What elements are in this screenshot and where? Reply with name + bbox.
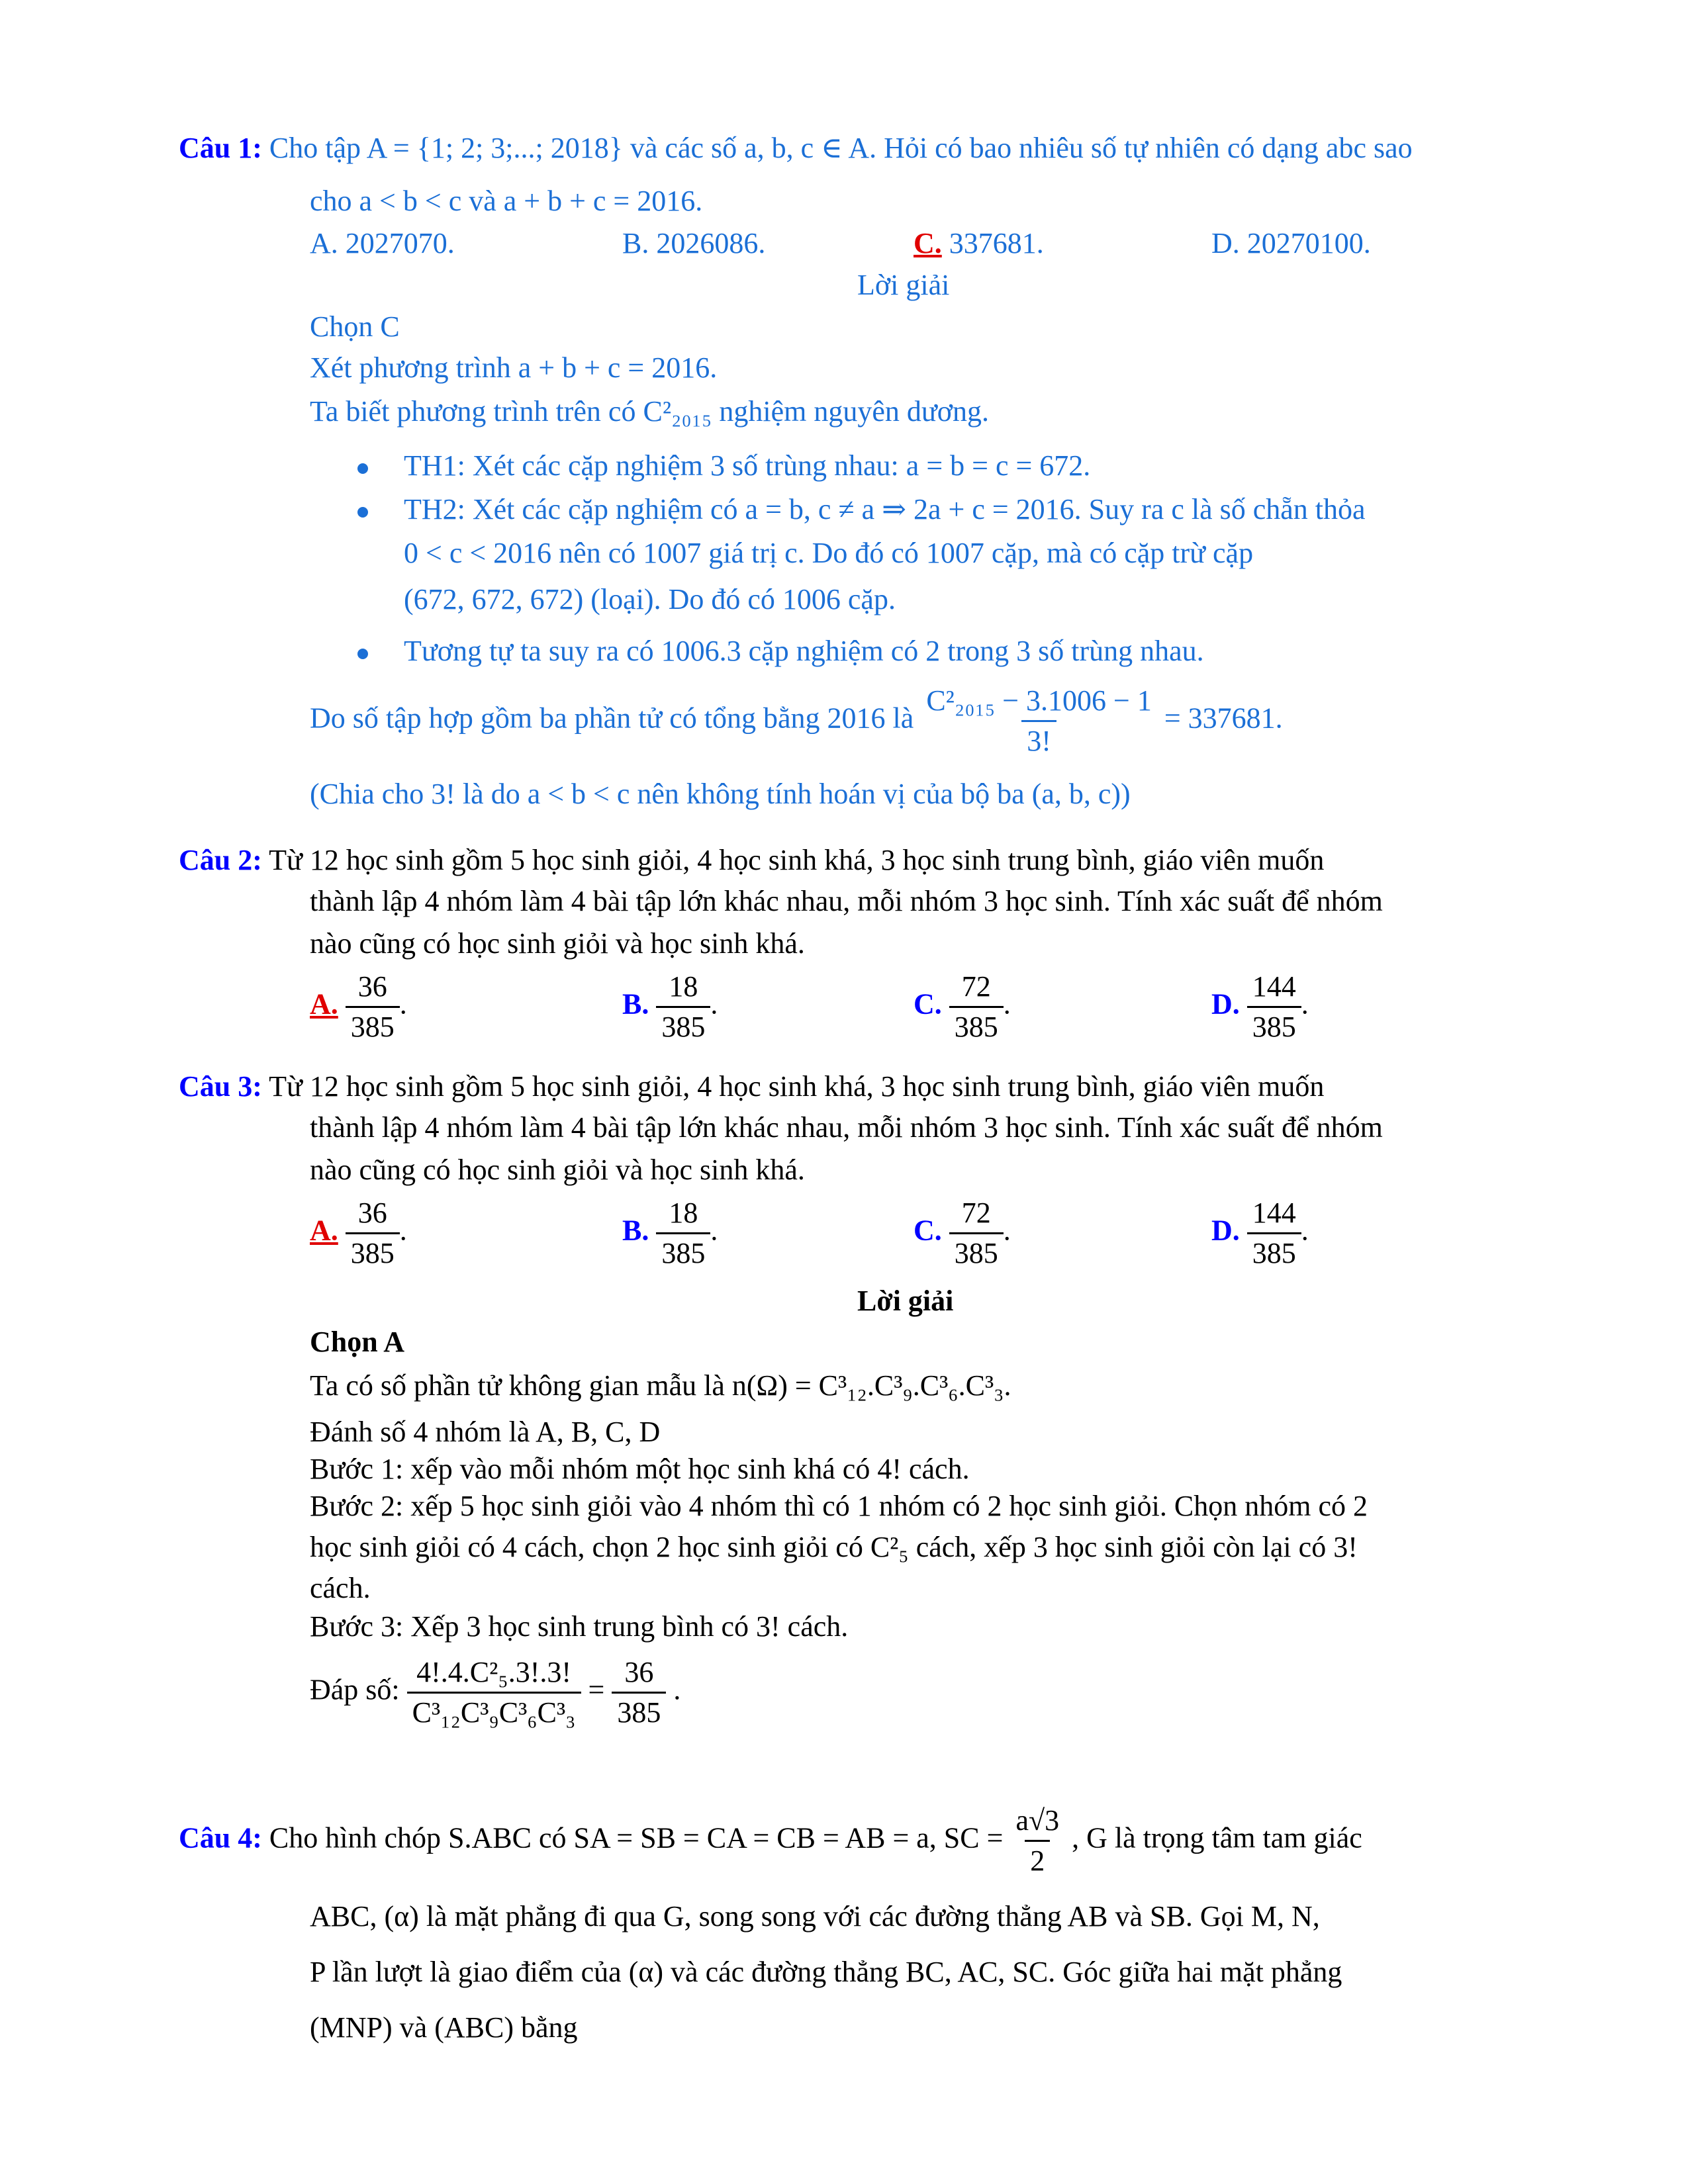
- bullet-icon: [357, 507, 368, 518]
- q3-solution-title: Lời giải: [857, 1285, 954, 1317]
- q1-option-c: C. 337681.: [914, 227, 1044, 259]
- q3-line2: thành lập 4 nhóm làm 4 bài tập lớn khác nhau, mỗi nhóm 3 học sinh. Tính xác suất để nhóm: [310, 1111, 1383, 1144]
- bullet-icon: [357, 463, 368, 474]
- q1-sol-line4: (Chia cho 3! là do a < b < c nên không tính hoán vị của bộ ba (a, b, c)): [310, 778, 1131, 810]
- q1-chosen: Chọn C: [310, 310, 400, 343]
- q2-line3: nào cũng có học sinh giỏi và học sinh khá.: [310, 927, 805, 960]
- q1-bullet1: TH1: Xét các cặp nghiệm 3 số trùng nhau: a = b = c = 672.: [404, 449, 1091, 482]
- q4-line3: P lần lượt là giao điểm của (α) và các đường thẳng BC, AC, SC. Góc giữa hai mặt phẳng: [310, 1956, 1342, 1988]
- bullet-icon: [357, 649, 368, 659]
- q1-line1: [179, 130, 1413, 167]
- q3-option-c: C. $\frac{72}{385}$ .: [914, 1194, 1011, 1273]
- q3-chosen: Chọn A: [310, 1326, 405, 1358]
- q3-label: Câu 3:: [179, 1070, 262, 1103]
- q1-bullet2-line3: (672, 672, 672) (loại). Do đó có 1006 cặp.: [404, 583, 896, 615]
- q3-answer: Đáp số: $\frac{\text{4!.4.C²₅.3!.3!}}{\text{C³₁₂C³₉C³₆C³₃}}$ = $\frac{36}{385}$ .: [310, 1653, 680, 1732]
- q2-line2: thành lập 4 nhóm làm 4 bài tập lớn khác nhau, mỗi nhóm 3 học sinh. Tính xác suất để nhóm: [310, 885, 1383, 917]
- q3-sol-line5: học sinh giỏi có 4 cách, chọn 2 học sinh giỏi có C²₅ cách, xếp 3 học sinh giỏi còn lại có 3!: [310, 1531, 1358, 1563]
- q3-line1: Câu 3: Từ 12 học sinh gồm 5 học sinh giỏi, 4 học sinh khá, 3 học sinh trung bình, giáo viên muốn: [179, 1070, 1325, 1103]
- q1-label: Câu 1:: [179, 132, 262, 164]
- q1-sol-line1: Xét phương trình a + b + c = 2016.: [310, 351, 718, 384]
- q3-option-b: B. $\frac{18}{385}$ .: [622, 1194, 718, 1273]
- q4-line2: ABC, (α) là mặt phẳng đi qua G, song song với các đường thẳng AB và SB. Gọi M, N,: [310, 1900, 1320, 1933]
- q1-sol-line3: Do số tập hợp gồm ba phần tử có tổng bằng 2016 là $\frac{\text{C²₂₀₁₅ − 3.1006 − 1}}{3!}$ = 337681.: [310, 682, 1283, 760]
- q2-option-a: A. $\frac{36}{385}$ .: [310, 968, 407, 1046]
- q3-sol-line1: Ta có số phần tử không gian mẫu là n(Ω) = C³₁₂.C³₉.C³₆.C³₃.: [310, 1369, 1011, 1402]
- q3-sol-line2: Đánh số 4 nhóm là A, B, C, D: [310, 1416, 661, 1448]
- q3-sol-line4: Bước 2: xếp 5 học sinh giỏi vào 4 nhóm thì có 1 nhóm có 2 học sinh giỏi. Chọn nhóm có 2: [310, 1490, 1368, 1522]
- q1-bullet2-line1: TH2: Xét các cặp nghiệm có a = b, c ≠ a ⇒ 2a + c = 2016. Suy ra c là số chẵn thỏa: [404, 493, 1366, 525]
- q2-line1: Câu 2: Từ 12 học sinh gồm 5 học sinh giỏi, 4 học sinh khá, 3 học sinh trung bình, giáo viên muốn: [179, 844, 1325, 876]
- q1-line2: cho a < b < c và a + b + c = 2016.: [310, 185, 703, 217]
- q3-sol-line6: cách.: [310, 1572, 371, 1604]
- q1-text1: Cho tập A = {1; 2; 3;...; 2018} và các số a, b, c ∈ A. Hỏi có bao nhiêu số tự nhiên có dạng abc sao: [269, 132, 1413, 164]
- q1-sol-line2: Ta biết phương trình trên có C²₂₀₁₅ nghiệm nguyên dương.: [310, 395, 989, 428]
- q1-bullet3: Tương tự ta suy ra có 1006.3 cặp nghiệm có 2 trong 3 số trùng nhau.: [404, 635, 1204, 667]
- q4-line4: (MNP) và (ABC) bằng: [310, 2011, 578, 2044]
- q3-option-a: A. $\frac{36}{385}$ .: [310, 1194, 407, 1273]
- q2-option-c: C. $\frac{72}{385}$ .: [914, 968, 1011, 1046]
- q3-sol-line3: Bước 1: xếp vào mỗi nhóm một học sinh khá có 4! cách.: [310, 1453, 970, 1485]
- q1-option-a: A. 2027070.: [310, 227, 455, 259]
- q2-option-b: B. $\frac{18}{385}$ .: [622, 968, 718, 1046]
- q4-line1: Câu 4: Cho hình chóp S.ABC có SA = SB = CA = CB = AB = a, SC = $\frac{a√3}{2}$ , G là trọng tâm tam giác: [179, 1801, 1362, 1880]
- q3-sol-line7: Bước 3: Xếp 3 học sinh trung bình có 3! cách.: [310, 1610, 849, 1643]
- q2-option-d: D. $\frac{144}{385}$ .: [1211, 968, 1309, 1046]
- q3-line3: nào cũng có học sinh giỏi và học sinh khá.: [310, 1154, 805, 1186]
- q1-option-b: B. 2026086.: [622, 227, 766, 259]
- q1-bullet2-line2: 0 < c < 2016 nên có 1007 giá trị c. Do đó có 1007 cặp, mà có cặp trừ cặp: [404, 537, 1254, 569]
- q4-label: Câu 4:: [179, 1821, 262, 1854]
- q1-option-d: D. 20270100.: [1211, 227, 1371, 259]
- q2-label: Câu 2:: [179, 844, 262, 876]
- q1-solution-title: Lời giải: [857, 269, 950, 301]
- q3-option-d: D. $\frac{144}{385}$ .: [1211, 1194, 1309, 1273]
